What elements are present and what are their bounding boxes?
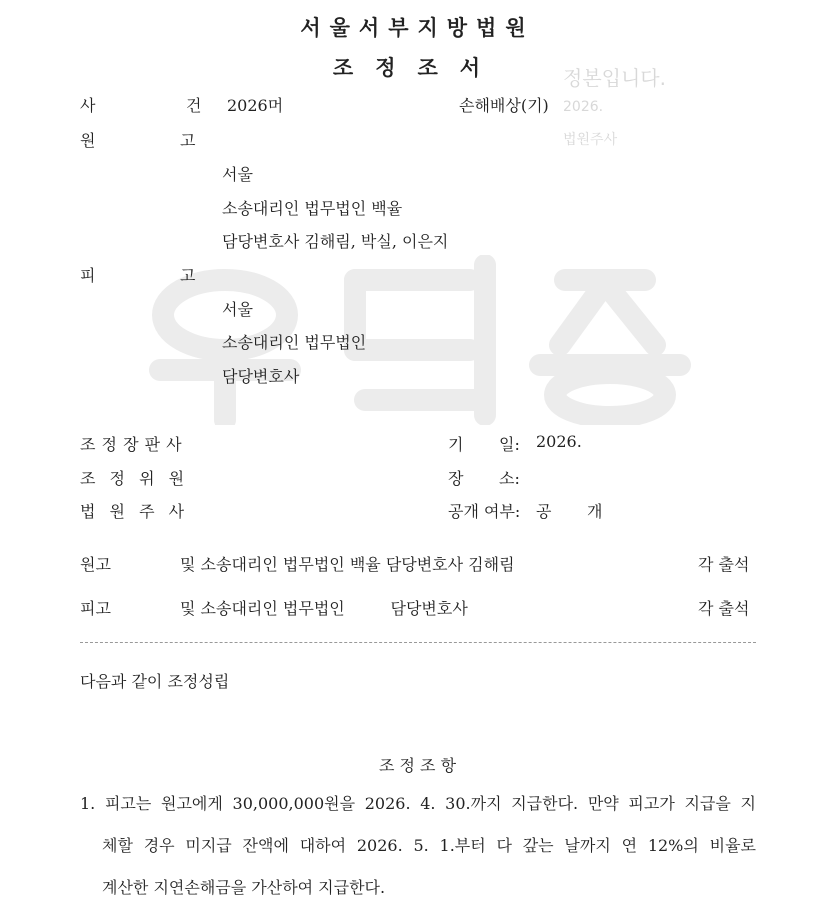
public-label: 공개 여부:: [448, 502, 521, 521]
defendant-label-b: 고: [180, 266, 196, 285]
defendant-label-a: 피: [80, 266, 96, 285]
clause-1-line-2: 체할 경우 미지급 잔액에 대하여 2026. 5. 1.부터 다 갚는 날까지 연 12%의 비율로: [102, 836, 756, 855]
attendance-status: 각 출석: [698, 599, 750, 618]
case-label-b: 건: [186, 96, 202, 115]
clause-1-line-3: 계산한 지연손해금을 가산하여 지급한다.: [102, 878, 386, 897]
attendance-text: 및 소송대리인 법무법인 담당변호사: [180, 599, 468, 618]
attendance-text: 및 소송대리인 법무법인 백율 담당변호사 김해림: [180, 555, 515, 574]
court-name: 서울서부지방법원: [300, 15, 535, 40]
case-number: 2026머: [227, 96, 284, 115]
plaintiff-label-b: 고: [180, 131, 196, 150]
judge-label: 조 정 장 판 사: [80, 435, 182, 454]
document-title: 조정조서: [332, 55, 503, 80]
place-label: 장 소:: [448, 469, 520, 488]
date-value: 2026.: [536, 432, 582, 451]
certified-copy-stamp: [563, 62, 666, 149]
attendance-party: 원고: [80, 555, 111, 574]
stamp-line-2: 2026.: [563, 99, 604, 115]
plaintiff-lawyers: 담당변호사 김해림, 박실, 이은지: [222, 232, 449, 251]
result-statement: 다음과 같이 조정성립: [80, 672, 230, 691]
defendant-lawyer: 담당변호사: [222, 367, 300, 386]
defendant-agent: 소송대리인 법무법인: [222, 333, 367, 352]
case-label-a: 사: [80, 96, 96, 115]
plaintiff-agent: 소송대리인 법무법인 백율: [222, 199, 403, 218]
clerk-label: 법 원 주 사: [80, 502, 185, 521]
stamp-line-3: 법원주사: [563, 132, 618, 148]
plaintiff-label-a: 원: [80, 131, 96, 150]
attendance-status: 각 출석: [698, 555, 750, 574]
clause-1: [80, 783, 756, 909]
terms-title: 조 정 조 항: [378, 756, 457, 775]
case-name: 손해배상(기): [459, 96, 549, 115]
public-value: 공 개: [536, 502, 603, 521]
clause-1-line-1: 1. 피고는 원고에게 30,000,000원을 2026. 4. 30.까지 지급한다. 만약 피고가 지급을 지: [80, 794, 756, 813]
member-label: 조 정 위 원: [80, 469, 185, 488]
date-label: 기 일:: [448, 435, 520, 454]
plaintiff-address: 서울: [222, 165, 253, 184]
defendant-address: 서울: [222, 300, 253, 319]
attendance-party: 피고: [80, 599, 111, 618]
stamp-line-1: 정본입니다.: [563, 66, 666, 90]
dashed-divider: [80, 642, 756, 643]
